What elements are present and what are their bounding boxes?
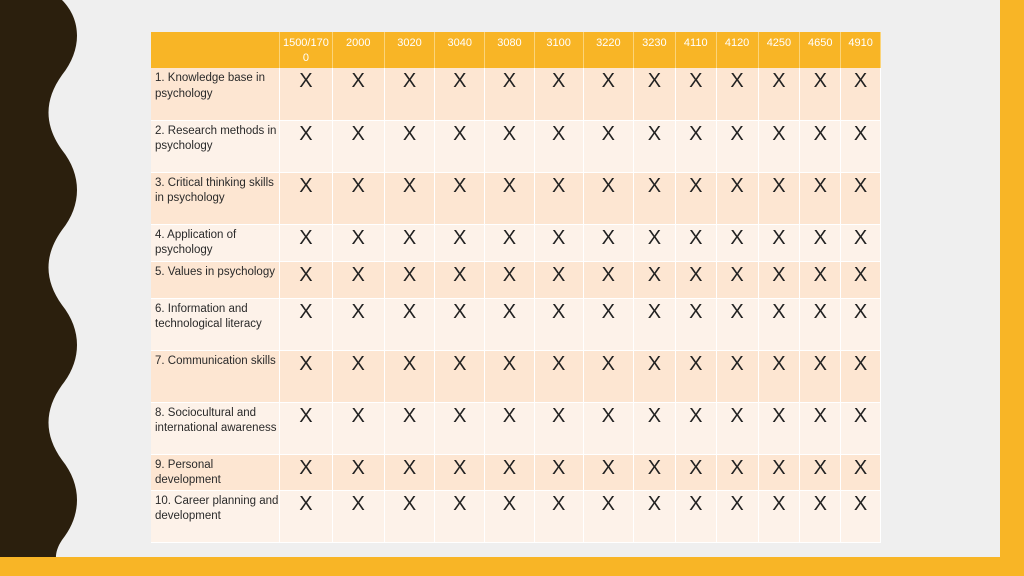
check-mark: X xyxy=(332,490,384,542)
row-label: 4. Application of psychology xyxy=(151,224,280,261)
check-mark: X xyxy=(280,490,332,542)
check-mark: X xyxy=(583,402,633,454)
row-label: 8. Sociocultural and international awareness xyxy=(151,402,280,454)
check-mark: X xyxy=(758,454,800,490)
column-header: 1500/1700 xyxy=(280,32,332,68)
check-mark: X xyxy=(583,261,633,298)
check-mark: X xyxy=(583,172,633,224)
check-mark: X xyxy=(800,172,841,224)
check-mark: X xyxy=(280,454,332,490)
check-mark: X xyxy=(485,490,534,542)
check-mark: X xyxy=(435,172,485,224)
check-mark: X xyxy=(583,454,633,490)
table-row xyxy=(151,490,881,542)
check-mark: X xyxy=(485,298,534,350)
table-row xyxy=(151,402,881,454)
check-mark: X xyxy=(800,261,841,298)
check-mark: X xyxy=(758,350,800,402)
check-mark: X xyxy=(332,68,384,120)
column-header: 2000 xyxy=(332,32,384,68)
check-mark: X xyxy=(675,350,716,402)
table-header-row xyxy=(151,32,881,68)
check-mark: X xyxy=(280,68,332,120)
check-mark: X xyxy=(435,402,485,454)
row-label: 3. Critical thinking skills in psychology xyxy=(151,172,280,224)
check-mark: X xyxy=(841,454,881,490)
check-mark: X xyxy=(583,298,633,350)
check-mark: X xyxy=(841,490,881,542)
table-row xyxy=(151,68,881,120)
check-mark: X xyxy=(332,454,384,490)
column-header: 4110 xyxy=(675,32,716,68)
check-mark: X xyxy=(583,350,633,402)
check-mark: X xyxy=(332,298,384,350)
row-label: 10. Career planning and development xyxy=(151,490,280,542)
check-mark: X xyxy=(675,261,716,298)
check-mark: X xyxy=(800,68,841,120)
check-mark: X xyxy=(716,68,758,120)
check-mark: X xyxy=(435,224,485,261)
check-mark: X xyxy=(633,350,675,402)
check-mark: X xyxy=(280,298,332,350)
curriculum-map-table xyxy=(151,32,881,543)
check-mark: X xyxy=(435,490,485,542)
check-mark: X xyxy=(534,490,583,542)
column-header: 3100 xyxy=(534,32,583,68)
check-mark: X xyxy=(800,224,841,261)
check-mark: X xyxy=(332,402,384,454)
check-mark: X xyxy=(435,350,485,402)
check-mark: X xyxy=(758,172,800,224)
check-mark: X xyxy=(534,402,583,454)
check-mark: X xyxy=(675,120,716,172)
check-mark: X xyxy=(758,261,800,298)
check-mark: X xyxy=(384,261,434,298)
check-mark: X xyxy=(280,120,332,172)
row-label: 1. Knowledge base in psychology xyxy=(151,68,280,120)
check-mark: X xyxy=(384,350,434,402)
table-row xyxy=(151,350,881,402)
check-mark: X xyxy=(675,402,716,454)
check-mark: X xyxy=(800,298,841,350)
check-mark: X xyxy=(384,172,434,224)
check-mark: X xyxy=(716,224,758,261)
check-mark: X xyxy=(841,298,881,350)
table-row xyxy=(151,224,881,261)
row-label: 5. Values in psychology xyxy=(151,261,280,298)
column-header: 3080 xyxy=(485,32,534,68)
row-label: 9. Personal development xyxy=(151,454,280,490)
column-header: 4650 xyxy=(800,32,841,68)
check-mark: X xyxy=(633,490,675,542)
table-row xyxy=(151,120,881,172)
check-mark: X xyxy=(716,402,758,454)
check-mark: X xyxy=(384,490,434,542)
check-mark: X xyxy=(534,261,583,298)
check-mark: X xyxy=(633,120,675,172)
check-mark: X xyxy=(675,224,716,261)
check-mark: X xyxy=(384,224,434,261)
check-mark: X xyxy=(758,68,800,120)
check-mark: X xyxy=(384,402,434,454)
check-mark: X xyxy=(800,490,841,542)
check-mark: X xyxy=(800,454,841,490)
row-label: 7. Communication skills xyxy=(151,350,280,402)
column-header: 4910 xyxy=(841,32,881,68)
check-mark: X xyxy=(280,402,332,454)
check-mark: X xyxy=(384,298,434,350)
check-mark: X xyxy=(280,261,332,298)
row-label: 6. Information and technological literacy xyxy=(151,298,280,350)
check-mark: X xyxy=(675,172,716,224)
check-mark: X xyxy=(716,120,758,172)
check-mark: X xyxy=(280,224,332,261)
check-mark: X xyxy=(332,261,384,298)
column-header: 3230 xyxy=(633,32,675,68)
table-row xyxy=(151,298,881,350)
check-mark: X xyxy=(435,68,485,120)
table-body xyxy=(151,68,881,542)
header-corner-cell xyxy=(151,32,280,68)
wavy-left-border xyxy=(0,0,82,576)
check-mark: X xyxy=(332,172,384,224)
check-mark: X xyxy=(534,172,583,224)
check-mark: X xyxy=(675,68,716,120)
check-mark: X xyxy=(716,350,758,402)
check-mark: X xyxy=(800,402,841,454)
check-mark: X xyxy=(280,172,332,224)
check-mark: X xyxy=(716,172,758,224)
check-mark: X xyxy=(435,454,485,490)
check-mark: X xyxy=(583,224,633,261)
right-accent-bar xyxy=(1000,0,1024,576)
check-mark: X xyxy=(800,350,841,402)
check-mark: X xyxy=(583,490,633,542)
check-mark: X xyxy=(675,490,716,542)
check-mark: X xyxy=(633,224,675,261)
row-label: 2. Research methods in psychology xyxy=(151,120,280,172)
check-mark: X xyxy=(435,298,485,350)
check-mark: X xyxy=(485,172,534,224)
check-mark: X xyxy=(485,120,534,172)
check-mark: X xyxy=(841,172,881,224)
check-mark: X xyxy=(841,224,881,261)
check-mark: X xyxy=(485,350,534,402)
column-header: 3040 xyxy=(435,32,485,68)
column-header: 4250 xyxy=(758,32,800,68)
check-mark: X xyxy=(485,224,534,261)
column-header: 3220 xyxy=(583,32,633,68)
check-mark: X xyxy=(534,68,583,120)
bottom-accent-bar xyxy=(0,557,1024,576)
check-mark: X xyxy=(534,298,583,350)
check-mark: X xyxy=(633,402,675,454)
check-mark: X xyxy=(758,298,800,350)
column-header: 4120 xyxy=(716,32,758,68)
check-mark: X xyxy=(485,402,534,454)
check-mark: X xyxy=(800,120,841,172)
table-row xyxy=(151,261,881,298)
check-mark: X xyxy=(841,120,881,172)
check-mark: X xyxy=(633,454,675,490)
check-mark: X xyxy=(716,454,758,490)
check-mark: X xyxy=(534,120,583,172)
table-row xyxy=(151,172,881,224)
check-mark: X xyxy=(758,120,800,172)
check-mark: X xyxy=(716,298,758,350)
check-mark: X xyxy=(332,350,384,402)
check-mark: X xyxy=(675,454,716,490)
check-mark: X xyxy=(485,261,534,298)
check-mark: X xyxy=(758,490,800,542)
check-mark: X xyxy=(716,261,758,298)
check-mark: X xyxy=(633,298,675,350)
check-mark: X xyxy=(435,261,485,298)
check-mark: X xyxy=(841,350,881,402)
check-mark: X xyxy=(841,402,881,454)
check-mark: X xyxy=(633,172,675,224)
check-mark: X xyxy=(332,120,384,172)
check-mark: X xyxy=(633,68,675,120)
check-mark: X xyxy=(841,261,881,298)
check-mark: X xyxy=(332,224,384,261)
check-mark: X xyxy=(534,454,583,490)
check-mark: X xyxy=(633,261,675,298)
column-header: 3020 xyxy=(384,32,434,68)
check-mark: X xyxy=(485,454,534,490)
check-mark: X xyxy=(280,350,332,402)
check-mark: X xyxy=(534,224,583,261)
check-mark: X xyxy=(384,454,434,490)
check-mark: X xyxy=(758,224,800,261)
check-mark: X xyxy=(758,402,800,454)
check-mark: X xyxy=(384,68,434,120)
check-mark: X xyxy=(485,68,534,120)
check-mark: X xyxy=(716,490,758,542)
check-mark: X xyxy=(435,120,485,172)
check-mark: X xyxy=(534,350,583,402)
check-mark: X xyxy=(384,120,434,172)
table-row xyxy=(151,454,881,490)
check-mark: X xyxy=(583,120,633,172)
check-mark: X xyxy=(675,298,716,350)
check-mark: X xyxy=(583,68,633,120)
check-mark: X xyxy=(841,68,881,120)
